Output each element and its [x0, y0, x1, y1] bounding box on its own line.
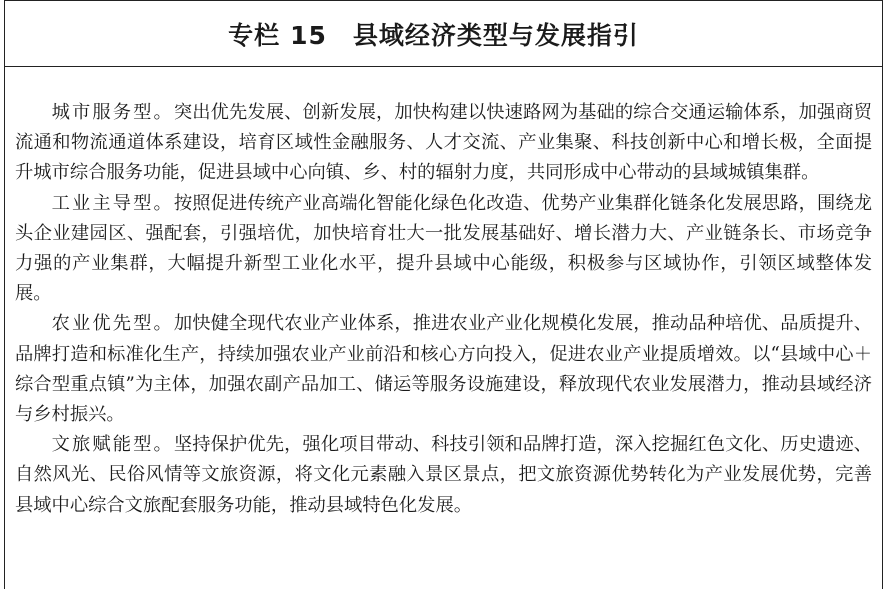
column-header — [5, 1, 882, 67]
section-heading: 工业主导型。 — [51, 192, 174, 214]
column-title — [228, 16, 639, 52]
section-text: 坚持保护优先，强化项目带动、科技引领和品牌打造，深入挖掘红色文化、历史遗迹、自然风光、民俗风情等文旅资源，将文化元素融入景区景点，把文旅资源优势转化为产业发展优势，完善县域中心综合文旅配套服务功能，推动县域特色化发展。 — [15, 434, 872, 516]
column-number: 15 — [290, 20, 327, 50]
section-text: 加快健全现代农业产业体系，推进农业产业化规模化发展，推动品种培优、品质提升、品牌打造和标准化生产，持续加强农业产业前沿和核心方向投入，促进农业产业提质增效。以“县域中心＋综合型重点镇”为主体，加强农副产品加工、储运等服务设施建设，释放现代农业发展潜力，推动县域经济与乡村振兴。 — [15, 313, 872, 426]
section-industry-led — [15, 189, 872, 310]
section-agriculture-priority — [15, 309, 872, 430]
section-city-service — [15, 98, 872, 189]
section-culture-tourism — [15, 430, 872, 521]
section-heading: 城市服务型。 — [51, 102, 174, 123]
section-text: 按照促进传统产业高端化智能化绿色化改造、优势产业集群化链条化发展思路，围绕龙头企业建园区、强配套，引强培优，加快培育壮大一批发展基础好、增长潜力大、产业链条长、市场竞争力强的产业集群，大幅提升新型工业化水平，提升县域中心能级，积极参与区域协作，引领区域整体发展。 — [15, 192, 872, 305]
column-box — [4, 0, 883, 589]
section-text: 突出优先发展、创新发展，加快构建以快速路网为基础的综合交通运输体系，加强商贸流通和物流通道体系建设，培育区域性金融服务、人才交流、产业集聚、科技创新中心和增长极，全面提升城市综合服务功能，促进县域中心向镇、乡、村的辐射力度，共同形成中心带动的县域城镇集群。 — [15, 102, 872, 184]
column-body — [5, 67, 882, 521]
section-heading: 农业优先型。 — [51, 313, 174, 335]
column-prefix: 专栏 — [228, 20, 281, 50]
column-heading: 县域经济类型与发展指引 — [352, 20, 639, 50]
section-heading: 文旅赋能型。 — [51, 434, 174, 456]
